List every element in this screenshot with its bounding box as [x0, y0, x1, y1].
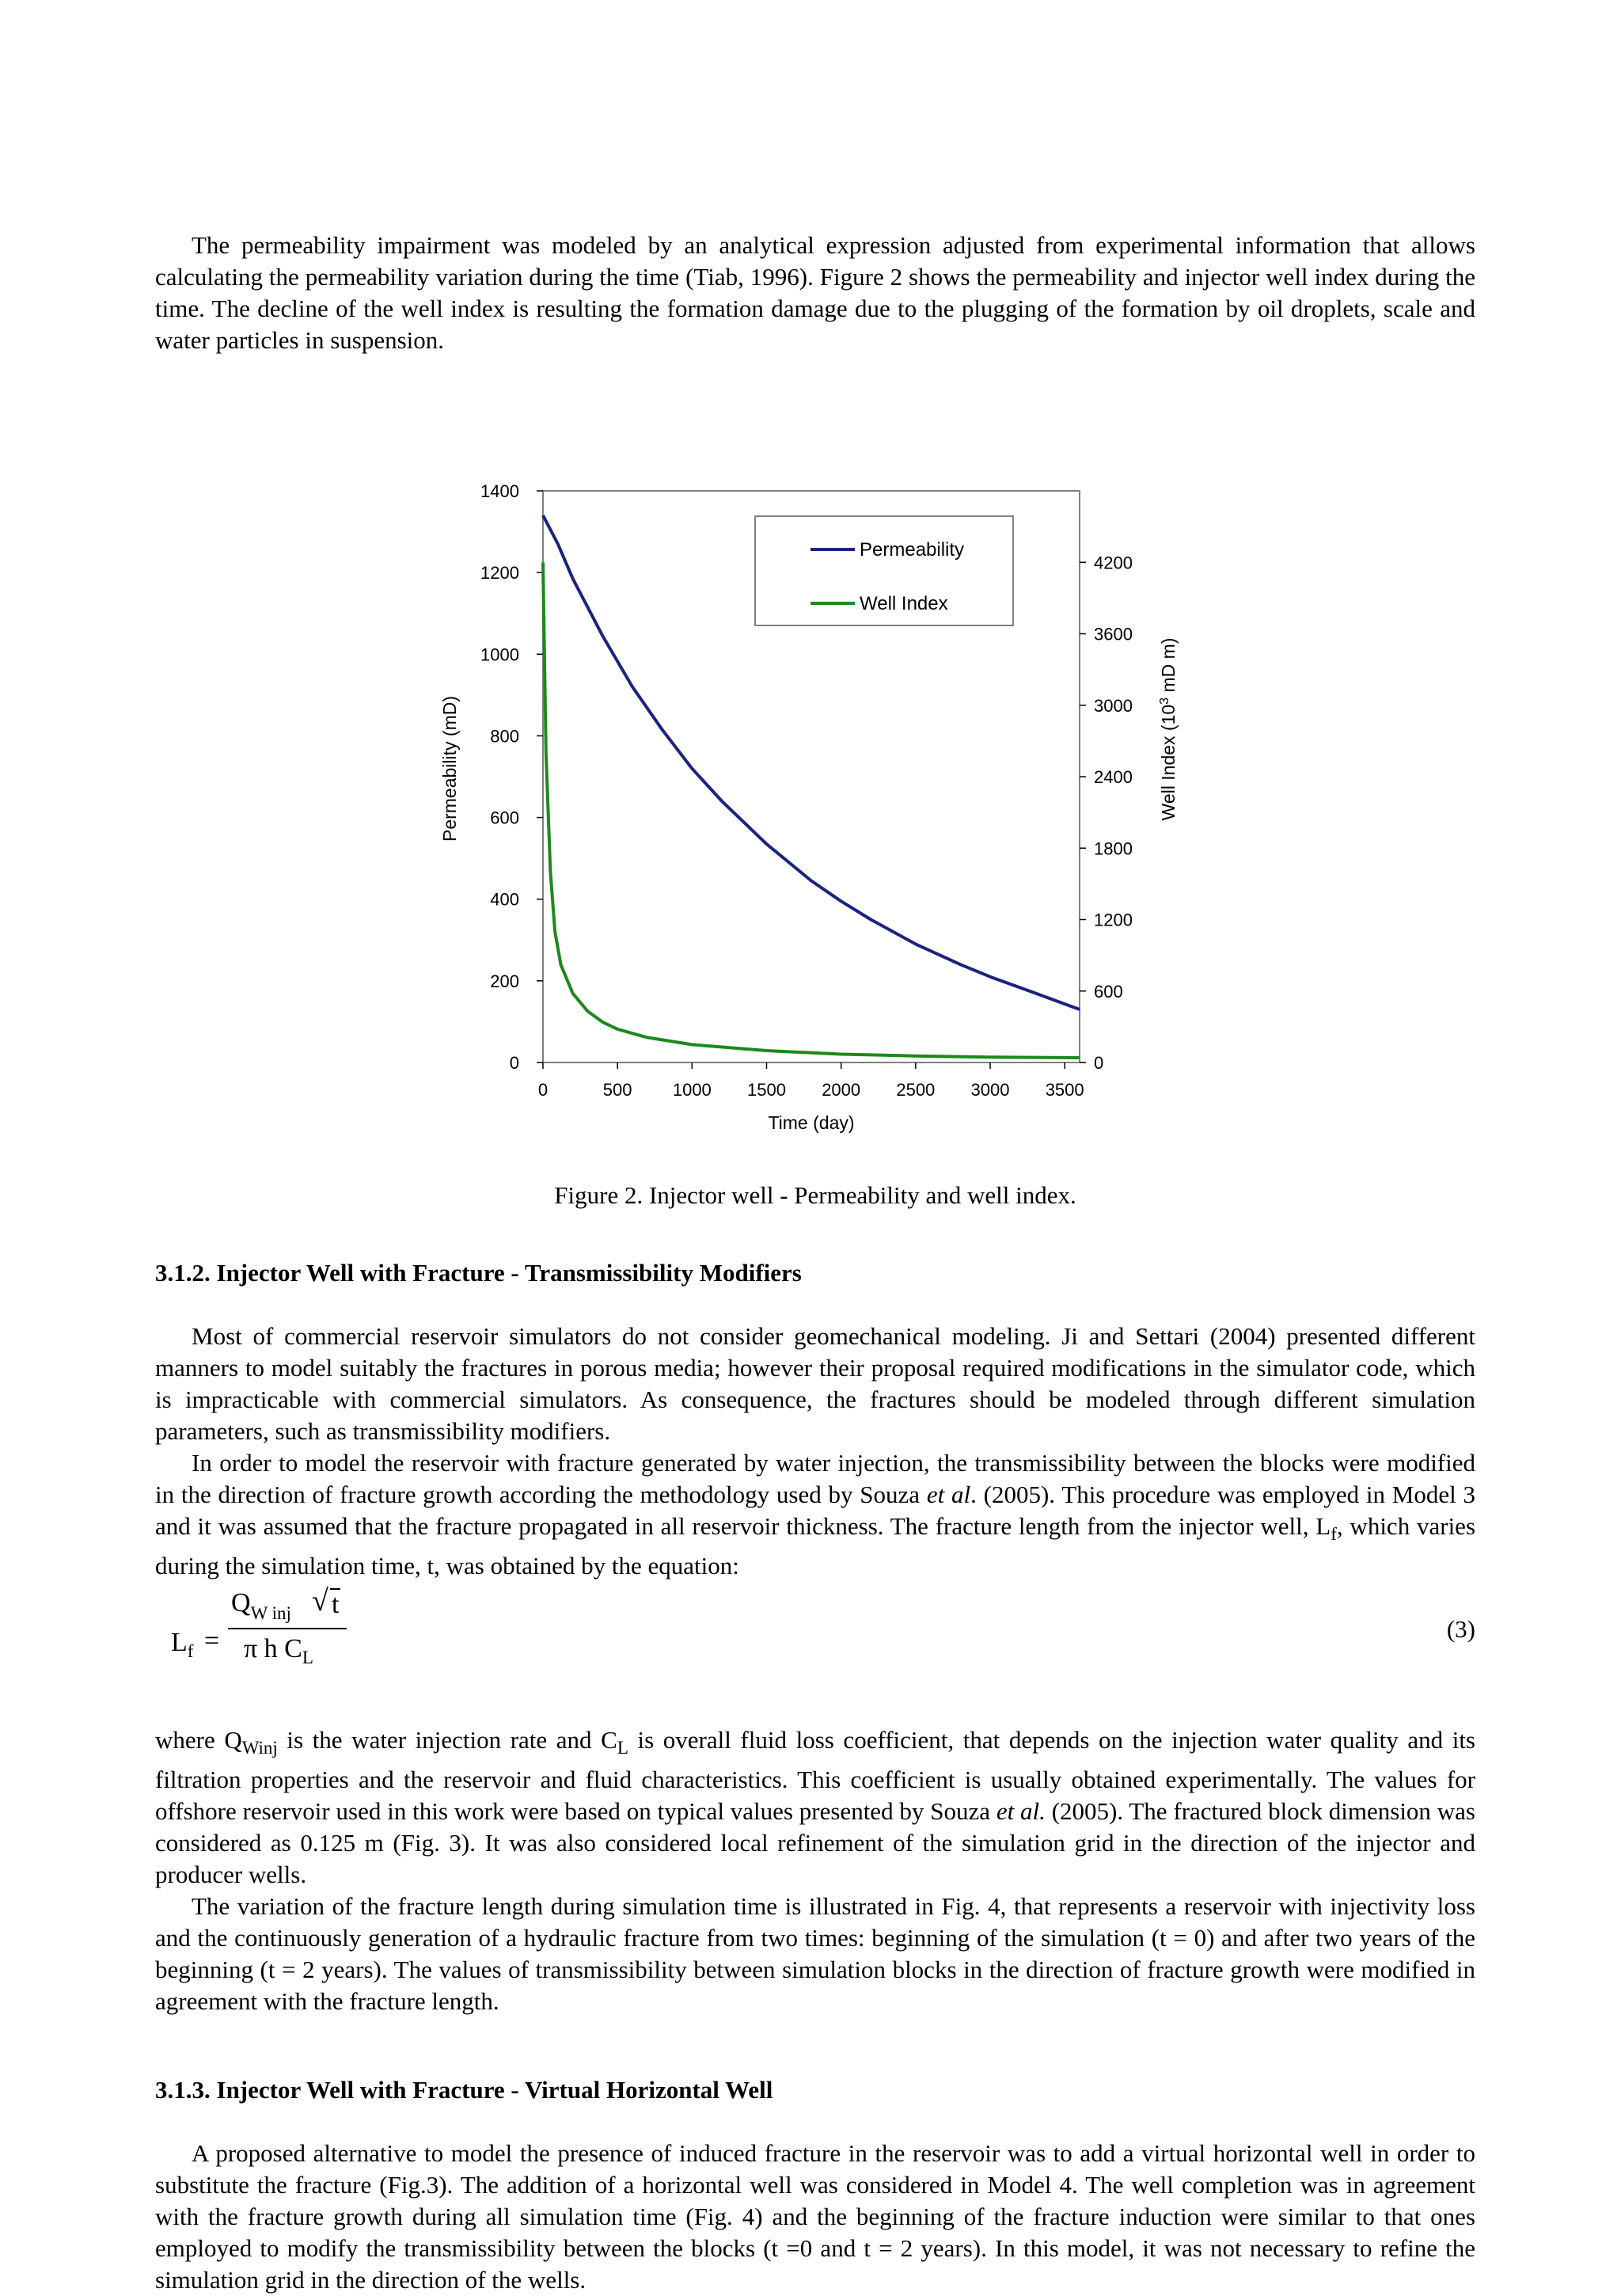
section-3-1-3-heading: 3.1.3. Injector Well with Fracture - Virtual Horizontal Well: [155, 2076, 773, 2104]
y-tick-label: 1400: [480, 481, 519, 501]
x-tick-label: 0: [537, 1080, 549, 1100]
paragraph-fracture-variation: The variation of the fracture length during simulation time is illustrated in Fig. 4, that represents a reservoir with injectivity loss and the continuously generation of a hydraulic fracture from two times: beginning of the simulation (t = 0) and after two years of the beginning (t = 2 years). The values of transmissibility between simulation blocks in the direction of fracture growth were modified in agreement with the fracture length.: [155, 1892, 1475, 2016]
legend-label-permeability: Permeability: [860, 539, 965, 561]
equation-3: $L_f$ = $Q_{W inj}$ √ t π h $C_L$ (3): [171, 1584, 1475, 1667]
y2-axis-label: Well Index ($10^3$ mD m): [1158, 637, 1179, 821]
paragraph-permeability-impairment: The permeability impairment was modeled by an analytical expression adjusted from experimental information that allows calculating the permeability variation during the time (Tiab, 1996). Figure 2 shows the permeability and injector well index during the time. The decline of the well index is resulting the formation damage due to the plugging of the formation by oil droplets, scale and water particles in suspension.: [155, 231, 1475, 354]
x-tick-label: 2000: [822, 1080, 861, 1100]
figure-caption: Figure 2. Injector well - Permeability and well index.: [554, 1181, 1076, 1209]
x-tick-label: 2500: [896, 1080, 936, 1100]
figure-2-chart: [155, 404, 1475, 1168]
paragraph-commercial-simulators: Most of commercial reservoir simulators do not consider geomechanical modeling. Ji and Settari (2004) presented different manners to model suitably the fractures in porous media; however their proposal required modifications in the simulator code, which is impracticable with commercial simulators. As consequence, the fractures should be modeled through different simulation parameters, such as transmissibility modifiers.: [155, 1322, 1475, 1445]
equation-number: (3): [1446, 1615, 1475, 1643]
paragraph-virtual-horizontal-well: A proposed alternative to model the presence of induced fracture in the reservoir was to add a virtual horizontal well in order to substitute the fracture (Fig.3). The addition of a horizontal well was considered in Model 4. The well completion was in agreement with the fracture growth during all simulation time (Fig. 4) and the beginning of the fracture induction were similar to that ones employed to modify the transmissibility between the blocks (t =0 and t = 2 years). In this model, it was not necessary to refine the simulation grid in the direction of the wells.: [155, 2139, 1475, 2294]
y2-tick-label: 3600: [1094, 624, 1133, 644]
fraction-bar: [228, 1628, 347, 1629]
paragraph-fracture-modeling: In order to model the reservoir with fracture generated by water injection, the transmissibility between the blocks were modified in the direction of fracture growth according the methodology used by Souza et al. (2005). This procedure was employed in Model 3 and it was assumed that the fracture propagated in all reservoir thickness. The fracture length from the injector well, $L_f$, which varies during the simulation time, t, was obtained by the equation:: [155, 1449, 1476, 1580]
y-tick-label: 1200: [480, 563, 519, 584]
x-tick-label: 1500: [747, 1080, 786, 1100]
y2-tick-label: 2400: [1094, 767, 1133, 787]
section-3-1-2-heading: 3.1.2. Injector Well with Fracture - Transmissibility Modifiers: [155, 1259, 802, 1287]
y2-tick-label: 3000: [1094, 695, 1133, 716]
y-tick-label: 200: [490, 971, 519, 991]
y2-tick-label: 1800: [1094, 838, 1133, 859]
x-tick-label: 500: [602, 1080, 632, 1100]
y-tick-label: 400: [490, 889, 519, 910]
x-tick-label: 3500: [1045, 1080, 1084, 1100]
y-tick-label: 600: [490, 808, 519, 828]
y2-tick-label: 600: [1094, 981, 1123, 1002]
y-axis-label: Permeability (mD): [439, 695, 460, 842]
paragraph-where: where $Q_{Winj}$ is the water injection rate and $C_L$ is overall fluid loss coefficient, that depends on the injection water quality and its filtration properties and the reservoir and fluid characteristics. This coefficient is usually obtained experimentally. The values for offshore reservoir used in this work were based on typical values presented by Souza et al. (2005). The fractured block dimension was considered as 0.125 m (Fig. 3). It was also considered local refinement of the simulation grid in the direction of the injector and producer wells.: [155, 1726, 1475, 1889]
x-axis-label: Time (day): [768, 1112, 855, 1133]
y2-tick-label: 0: [1094, 1053, 1104, 1073]
x-tick-label: 3000: [970, 1080, 1010, 1100]
y-tick-label: 0: [509, 1053, 519, 1073]
chart-svg: [155, 404, 1475, 1164]
y2-tick-label: 4200: [1094, 553, 1133, 573]
y-tick-label: 800: [490, 726, 519, 747]
x-tick-label: 1000: [672, 1080, 712, 1100]
y2-tick-label: 1200: [1094, 910, 1133, 930]
y-tick-label: 1000: [480, 644, 519, 665]
legend-label-well-index: Well Index: [860, 593, 948, 614]
